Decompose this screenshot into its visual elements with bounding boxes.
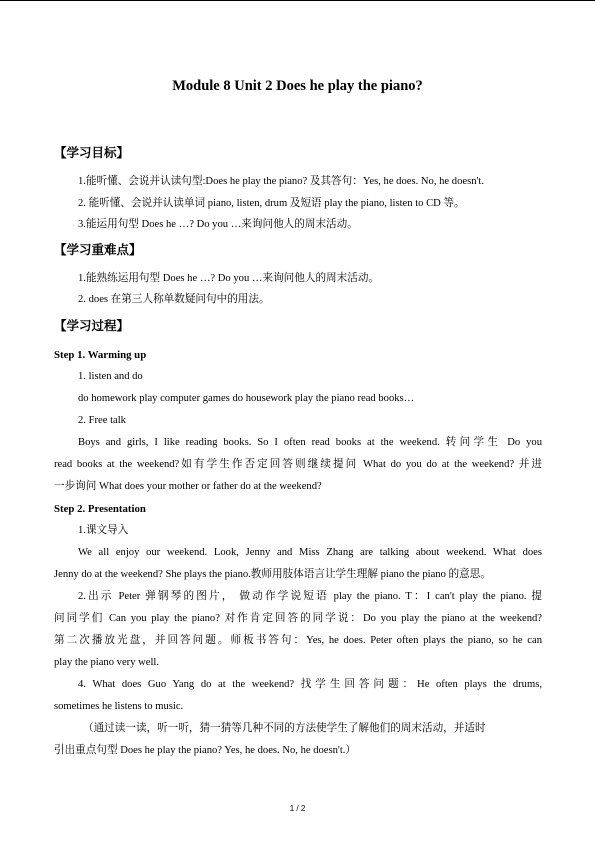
- step-2-paragraph-line: 4. What does Guo Yang do at the weekend? 找学生回答问题：He often plays the drums,: [78, 679, 542, 690]
- step-1-paragraph-line: Boys and girls, I like reading books. So I often read books at the weekend. 转问学生 Do you: [78, 437, 542, 448]
- step-2-paragraph-line: （通过读一读，听一听，猜一猜等几种不同的方法使学生了解他们的周末活动，并适时: [83, 723, 486, 734]
- section-heading-key-points: 【学习重难点】: [54, 242, 142, 257]
- step-2-paragraph-line: We all enjoy our weekend. Look, Jenny and Miss Zhang are talking about weekend. What does: [78, 547, 542, 558]
- key-point-item: 1.能熟练运用句型 Does he …? Do you …来询问他人的周末活动。: [78, 273, 380, 284]
- step-2-title: Step 2. Presentation: [54, 503, 146, 515]
- page-title: Module 8 Unit 2 Does he play the piano?: [172, 78, 423, 94]
- page-number: 1 / 2: [289, 804, 306, 813]
- step-2-paragraph-line: 引出重点句型 Does he play the piano? Yes, he does. No, he doesn't.）: [54, 745, 357, 756]
- step-2-paragraph-line: play the piano very well.: [54, 657, 160, 668]
- step-2-sub-1: 1.课文导入: [78, 525, 129, 536]
- step-1-paragraph-line: read books at the weekend?如有学生作否定回答则继续提问 What do you do at the weekend? 并进: [54, 459, 542, 470]
- objective-item: 1.能听懂、会说并认读句型:Does he play the piano? 及其答句：Yes, he does. No, he doesn't.: [78, 176, 485, 187]
- section-heading-objectives: 【学习目标】: [54, 145, 130, 160]
- step-2-paragraph-line: 第二次播放光盘，并回答问题。师板书答句：Yes, he does. Peter often plays the piano, so he can: [54, 635, 542, 646]
- step-1-title: Step 1. Warming up: [54, 349, 147, 361]
- step-2-paragraph-line: 2.出示 Peter 弹钢琴的图片， 做动作学说短语 play the piano. T：I can't play the piano. 提: [78, 591, 542, 602]
- step-2-paragraph-line: sometimes he listens to music.: [54, 701, 184, 712]
- step-1-sub-1: 1. listen and do: [78, 371, 143, 382]
- section-heading-process: 【学习过程】: [54, 318, 130, 333]
- step-1-phrases: do homework play computer games do housework play the piano read books…: [78, 393, 415, 404]
- objective-item: 2. 能听懂、会说并认读单词 piano, listen, drum 及短语 play the piano, listen to CD 等。: [78, 198, 465, 209]
- step-2-paragraph-line: Jenny do at the weekend? She plays the piano.教师用肢体语言让学生理解 piano the piano 的意思。: [54, 569, 491, 580]
- step-1-sub-2: 2. Free talk: [78, 415, 126, 426]
- step-2-paragraph-line: 问同学们 Can you play the piano? 对作肯定回答的同学说：Do you play the piano at the weekend?: [54, 613, 542, 624]
- step-1-paragraph-line: 一步询问 What does your mother or father do at the weekend?: [54, 481, 322, 492]
- objective-item: 3.能运用句型 Does he …? Do you …来询问他人的周末活动。: [78, 219, 358, 230]
- top-rule: [0, 0, 595, 1]
- key-point-item: 2. does 在第三人称单数疑问句中的用法。: [78, 294, 270, 305]
